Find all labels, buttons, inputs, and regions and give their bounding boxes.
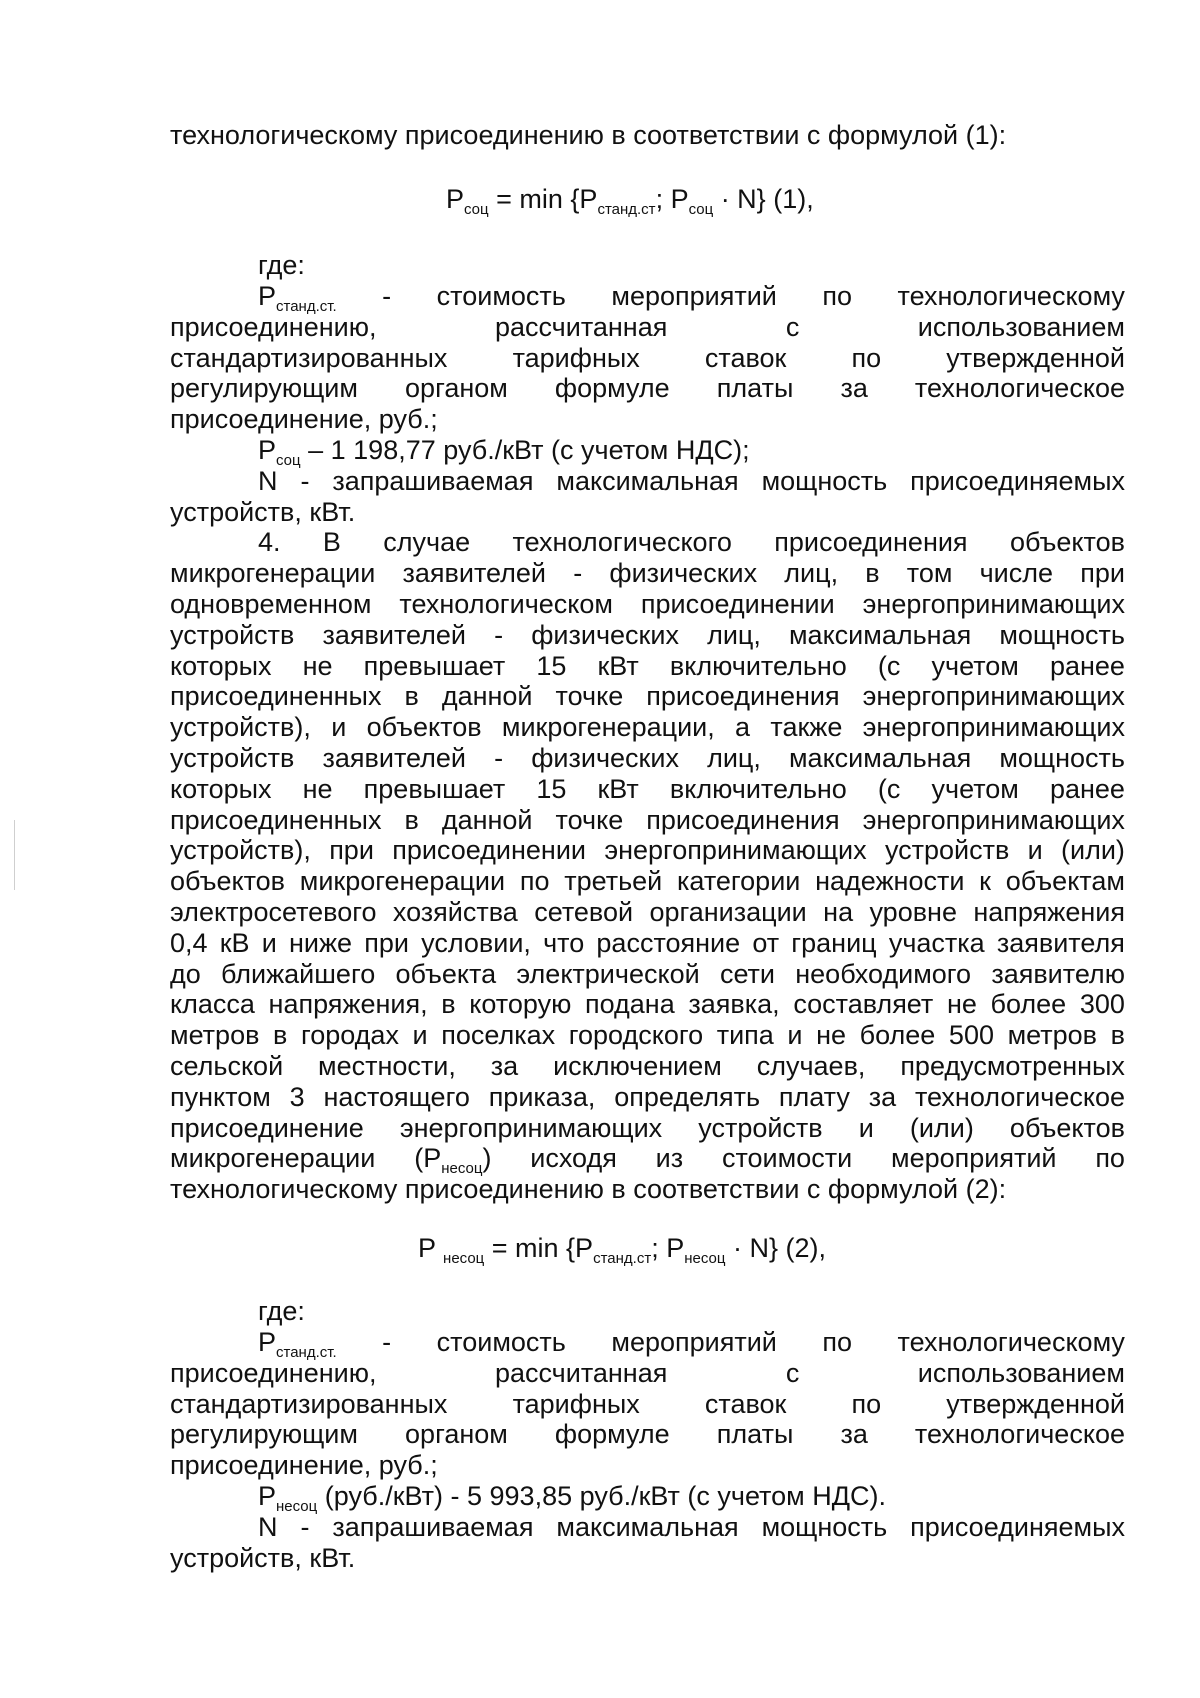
def2-symbol: $P_{станд.ст.}$	[258, 1327, 337, 1361]
para4-body-line: устройств заявителей - физических лиц, максимальная мощность	[170, 619, 1125, 650]
def1-w5: технологическому	[897, 281, 1125, 311]
def2-line1: $P_{станд.ст.}$ - стоимость мероприятий по технологическому	[170, 1327, 1125, 1358]
pnesoc-definition: $P_{несоц}$ (руб./кВт) - 5 993,85 руб./кВт (с учетом НДС).	[258, 1480, 886, 1515]
para4-body-line: присоединенных в данной точке присоединения энергопринимающих	[170, 681, 1125, 712]
para4-body-line: микрогенерации заявителей - физических лиц, в том числе при	[170, 558, 1125, 589]
para4-body-line: которых не превышает 15 кВт включительно (с учетом ранее	[170, 650, 1125, 681]
intro-line: технологическому присоединению в соответствии с формулой (1):	[170, 120, 1007, 150]
where-label-1: где:	[258, 250, 305, 280]
def1-line2: присоединению, рассчитанная с использованием	[170, 311, 1125, 342]
formula-1: $P_{соц} = \min \{P_{станд.ст}$; $P_{соц} \cdot N$} (1),	[446, 184, 814, 218]
def1-w4: по	[822, 281, 853, 311]
para4-body-line: одновременном технологическом присоединении энергопринимающих	[170, 588, 1125, 619]
def1-line1	[170, 281, 1125, 315]
para4-body-line: устройств), и объектов микрогенерации, а также энергопринимающих	[170, 712, 1125, 743]
para4-symbol: $(P_{несоц})$	[414, 1143, 492, 1178]
intro-block	[170, 120, 1125, 151]
para4-body-line: присоединение энергопринимающих устройств и (или) объектов	[170, 1112, 1125, 1143]
psoc-definition: $P_{соц} - 1$ 198,77 руб./кВт (с учетом НДС);	[258, 434, 750, 469]
definitions-block-1	[170, 281, 1125, 1205]
para4-last-line: технологическому присоединению в соответствии с формулой (2):	[170, 1174, 1007, 1205]
def1-w2: стоимость	[436, 281, 566, 311]
para4-body	[170, 558, 1125, 1143]
formula-2: P $_{несоц} = \min \{P_{станд.ст}$; $P_{несоц} \cdot N$} (2),	[418, 1233, 826, 1267]
def1-w3: мероприятий	[611, 281, 777, 311]
para4-body-line: класса напряжения, в которую подана заявка, составляет не более 300	[170, 989, 1125, 1020]
para4-body-line: присоединенных в данной точке присоединения энергопринимающих	[170, 804, 1125, 835]
n-def2-line1: N - запрашиваемая максимальная мощность присоединяемых	[258, 1511, 1125, 1542]
para4-body-line: которых не превышает 15 кВт включительно (с учетом ранее	[170, 773, 1125, 804]
def1-symbol: $P_{станд.ст.}$	[258, 281, 337, 315]
scan-margin-mark	[14, 820, 15, 890]
para4-body-line: пунктом 3 настоящего приказа, определять плату за технологическое	[170, 1081, 1125, 1112]
definitions-block-2	[170, 1327, 1125, 1573]
para4-body-line: объектов микрогенерации по третьей категории надежности к объектам	[170, 866, 1125, 897]
where-label-2: где:	[258, 1296, 305, 1326]
para4-body-line: устройств заявителей - физических лиц, максимальная мощность	[170, 742, 1125, 773]
para4-body-line: до ближайшего объекта электрической сети необходимого заявителю	[170, 958, 1125, 989]
para4-body-line: электросетевого хозяйства сетевой организации на уровне напряжения	[170, 896, 1125, 927]
def2-line3: стандартизированных тарифных ставок по утвержденной	[170, 1388, 1125, 1419]
para4-line1: 4. В случае технологического присоединения объектов	[258, 527, 1125, 558]
def1-line3: стандартизированных тарифных ставок по утвержденной	[170, 342, 1125, 373]
para4-body-line: метров в городах и поселках городского типа и не более 500 метров в	[170, 1020, 1125, 1051]
n-def2-line2: устройств, кВт.	[170, 1542, 356, 1573]
n-def1-line2: устройств, кВт.	[170, 496, 356, 527]
def2-line5: присоединение, руб.;	[170, 1450, 438, 1481]
para4-body-line: 0,4 кВ и ниже при условии, что расстояние от границ участка заявителя	[170, 927, 1125, 958]
n-def1-line1: N - запрашиваемая максимальная мощность присоединяемых	[258, 465, 1125, 496]
para4-symbol-line: микрогенерации $(P_{несоц})$ исходя из стоимости мероприятий по	[170, 1143, 1125, 1178]
def1-line5: присоединение, руб.;	[170, 404, 438, 435]
def1-w1: -	[382, 281, 392, 311]
def1-line4: регулирующим органом формуле платы за технологическое	[170, 373, 1125, 404]
para4-body-line: сельской местности, за исключением случаев, предусмотренных	[170, 1050, 1125, 1081]
def2-line4: регулирующим органом формуле платы за технологическое	[170, 1419, 1125, 1450]
def2-line2: присоединению, рассчитанная с использованием	[170, 1357, 1125, 1388]
para4-body-line: устройств), при присоединении энергопринимающих устройств и (или)	[170, 835, 1125, 866]
